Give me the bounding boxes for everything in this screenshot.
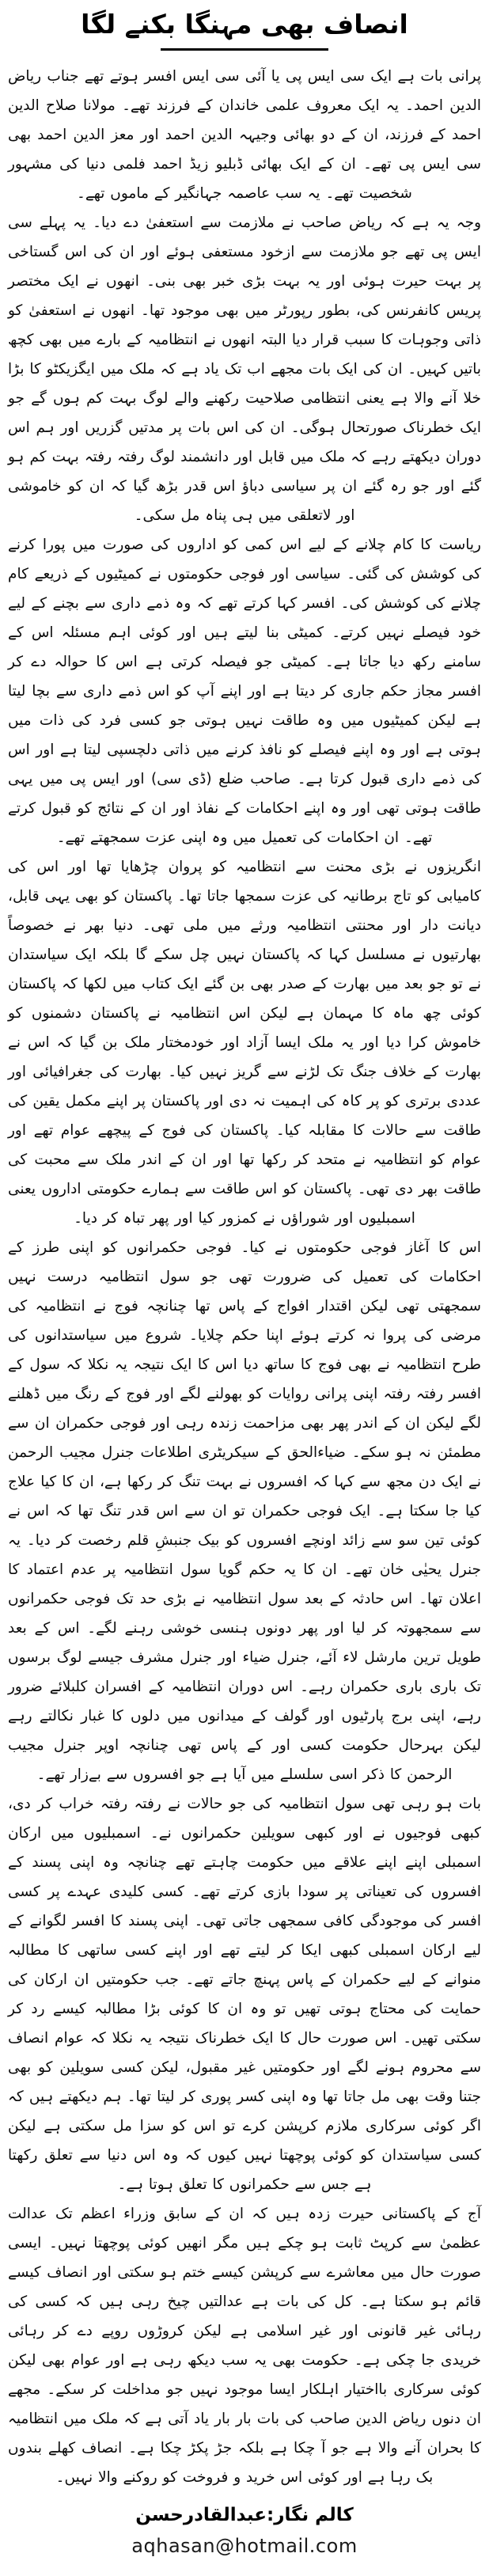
article-header	[8, 8, 481, 51]
article-body	[8, 62, 481, 2492]
article-paragraph: ریاست کا کام چلانے کے لیے اس کمی کو اداروں کی صورت میں پورا کرنے کی کوشش کی گئی۔ سیاسی اور فوجی حکومتوں نے کمیٹیوں کے ذریعے کام چلانے کی کوشش کی۔ افسر کہا کرتے تھے کہ وہ ذمے داری سے بچنے کے لیے خود فیصلے نہیں کرتے۔ کمیٹی بنا لیتے ہیں اور کوئی اہم مسئلہ اس کے سامنے رکھ دیا جاتا ہے۔ کمیٹی جو فیصلہ کرتی ہے اس کا حوالہ دے کر افسر مجاز حکم جاری کر دیتا ہے اور اپنے آپ کو اس ذمے داری سے بچا لیتا ہے لیکن کمیٹیوں میں وہ طاقت نہیں ہوتی جو کسی فرد کی ذات میں ہوتی ہے اور وہ اپنے فیصلے کو نافذ کرنے میں ذاتی دلچسپی لیتا ہے اور اس کی ذمے داری قبول کرتا ہے۔ صاحب ضلع (ڈی سی) اور ایس پی میں یہی طاقت ہوتی تھی اور وہ اپنے احکامات کے نفاذ اور ان کے نتائج کو قبول کرتے تھے۔ ان احکامات کی تعمیل میں وہ اپنی عزت سمجھتے تھے۔	[8, 536, 481, 846]
article-paragraph: بات ہو رہی تھی سول انتظامیہ کی جو حالات نے رفتہ رفتہ خراب کر دی، کبھی فوجیوں نے اور کبھی سویلین حکمرانوں نے۔ اسمبلیوں میں ارکان اسمبلی اپنے اپنے علاقے میں حکومت چاہتے تھے چنانچہ وہ اپنی پسند کے افسروں کی تعیناتی پر سودا بازی کرتے تھے۔ کسی کلیدی عہدے پر کسی افسر کی موجودگی کافی سمجھی جاتی تھی۔ اپنی پسند کا افسر لگوانے کے لیے ارکان اسمبلی کبھی ایکا کر لیتے تھے اور اپنے کسی ساتھی کا مطالبہ منوانے کے لیے حکمران کے پاس پہنچ جاتے تھے۔ جب حکومتیں ان ارکان کی حمایت کی محتاج ہوتی تھیں تو وہ ان کا کوئی بڑا مطالبہ کیسے رد کر سکتی تھیں۔ اس صورت حال کا ایک خطرناک نتیجہ یہ نکلا کہ عوام انصاف سے محروم ہونے لگے اور حکومتیں غیر مقبول، لیکن کسی سویلین کو بھی جتنا وقت بھی مل جاتا تھا وہ اپنی کسر پوری کر لیتا تھا۔ ہم دیکھتے ہیں کہ اگر کوئی سرکاری ملازم کرپشن کرے تو اس کو سزا مل سکتی ہے لیکن کسی سیاستدان کو کوئی پوچھتا نہیں کیوں کہ وہ اس دنیا سے تعلق رکھتا ہے جس سے حکمرانوں کا تعلق ہوتا ہے۔	[8, 1795, 481, 2193]
article-paragraph: وجہ یہ ہے کہ ریاض صاحب نے ملازمت سے استعفیٰ دے دیا۔ یہ پہلے سی ایس پی تھے جو ملازمت سے ازخود مستعفی ہوئے اور ان کی اس گستاخی پر بہت حیرت ہوئی اور یہ بہت بڑی خبر بھی بنی۔ انھوں نے ایک مختصر پریس کانفرنس کی، بطور رپورٹر میں بھی موجود تھا۔ انھوں نے استعفیٰ کو ذاتی وجوہات کا سبب قرار دیا البتہ انھوں نے انتظامیہ کے بارے میں بھی کچھ باتیں کہیں۔ ان کی ایک بات مجھے اب تک یاد ہے کہ ملک میں ایگزیکٹو کا بڑا خلا آنے والا ہے یعنی انتظامی صلاحیت رکھنے والے لوگ بہت کم ہوں گے جو ایک خطرناک صورتحال ہوگی۔ ان کی اس بات پر مدتیں گزریں اور ہم اس دوران دیکھتے رہے کہ ملک میں قابل اور دانشمند لوگ رفتہ رفتہ بہت کم ہو گئے اور جو رہ گئے ان پر سیاسی دباؤ اس قدر بڑھ گیا کہ ان کو خاموشی اور لاتعلقی میں ہی پناہ مل سکی۔	[7, 214, 481, 524]
article-paragraph: انگریزوں نے بڑی محنت سے انتظامیہ کو پروان چڑھایا تھا اور اس کی کامیابی کو تاج برطانیہ کی عزت سمجھا جاتا تھا۔ پاکستان کو بھی یہی قابل، دیانت دار اور محنتی انتظامیہ ورثے میں ملی تھی۔ دنیا بھر نے خصوصاً بھارتیوں نے مسلسل کہا کہ پاکستان نہیں چل سکے گا بلکہ ایک سیاستدان نے تو جو بعد میں بھارت کے صدر بھی بن گئے ایک کتاب میں لکھا کہ پاکستان کوئی چھ ماہ کا مہمان ہے لیکن اس انتظامیہ نے پاکستان دشمنوں کو خاموش کرا دیا اور یہ ملک ایسا آزاد اور خودمختار ملک بن گیا کہ اس نے بھارت کے خلاف جنگ تک لڑنے سے گریز نہیں کیا۔ بھارت کی جغرافیائی اور عددی برتری کو پر کاہ کی اہمیت نہ دی اور پاکستان پر اپنے مکمل یقین کی طاقت سے حالات کا مقابلہ کیا۔ پاکستان کی فوج کے پیچھے عوام تھے اور عوام کو انتظامیہ نے متحد کر رکھا تھا اور ان کے اندر ملک سے محبت کی طاقت بھر دی تھی۔ پاکستان کو اس طاقت سے ہمارے حکومتی اداروں یعنی اسمبلیوں اور شوراؤں نے کمزور کیا اور پھر تباہ کر دیا۔	[8, 858, 481, 1227]
columnist-email: aqhasan@hotmail.com	[131, 2534, 358, 2557]
article-paragraph: پرانی بات ہے ایک سی ایس پی یا آئی سی ایس افسر ہوتے تھے جناب ریاض الدین احمد۔ یہ ایک معروف علمی خاندان کے فرزند تھے۔ مولانا صلاح الدین احمد کے فرزند، ان کے دو بھائی وجیہہ الدین احمد اور معز الدین احمد بھی سی ایس پی تھے۔ ان کے ایک بھائی ڈبلیو زیڈ احمد فلمی دنیا کی مشہور شخصیت تھے۔ یہ سب عاصمہ جہانگیر کے ماموں تھے۔	[8, 67, 481, 202]
article-footer	[8, 2505, 481, 2557]
columnist-byline: کالم نگار:عبدالقادرحسن	[135, 2504, 354, 2525]
title-underline-rule	[161, 48, 328, 51]
article-paragraph: اس کا آغاز فوجی حکومتوں نے کیا۔ فوجی حکمرانوں کو اپنی طرز کے احکامات کی تعمیل کی ضرورت تھی جو سول انتظامیہ درست نہیں سمجھتی تھی لیکن اقتدار افواج کے پاس تھا چنانچہ فوج نے انتظامیہ کی مرضی کی پروا نہ کرتے ہوئے اپنا حکم چلایا۔ شروع میں سیاستدانوں کی طرح انتظامیہ نے بھی فوج کا ساتھ دیا اس کا ایک نتیجہ یہ نکلا کہ سول کے افسر رفتہ رفتہ اپنی پرانی روایات کو بھولنے لگے اور فوج کے رنگ میں ڈھلنے لگے لیکن ان کے اندر پھر بھی مزاحمت زندہ رہی اور فوجی حکمران ان سے مطمئن نہ ہو سکے۔ ضیاءالحق کے سیکریٹری اطلاعات جنرل مجیب الرحمن نے ایک دن مجھ سے کہا کہ افسروں نے بہت تنگ کر رکھا ہے، ان کا کیا علاج کیا جا سکتا ہے۔ ایک فوجی حکمران تو ان سے اس قدر تنگ تھا کہ اس نے کوئی تین سو سے زائد اونچے افسروں کو بیک جنبشِ قلم رخصت کر دیا۔ یہ جنرل یحیٰی خان تھے۔ ان کا یہ حکم گویا سول انتظامیہ پر عدم اعتماد کا اعلان تھا۔ اس حادثہ کے بعد سول انتظامیہ نے بڑی حد تک فوجی حکمرانوں سے سمجھوتہ کر لیا اور پھر دونوں ہنسی خوشی رہنے لگے۔ اس کے بعد طویل ترین مارشل لاء آئے، جنرل ضیاء اور جنرل مشرف جیسے لوگ برسوں تک باری باری حکمران رہے۔ اس دوران انتظامیہ کے افسران کلبلائے ضرور رہے، اپنی برج پارٹیوں اور گولف کے میدانوں میں دلوں کا غبار نکالتے رہے لیکن بہرحال حکومت کسی اور کے پاس تھی چنانچہ اوپر جنرل مجیب الرحمن کا ذکر اسی سلسلے میں آیا ہے جو افسروں سے بےزار تھے۔	[8, 1239, 481, 1783]
article-title: انصاف بھی مہنگا بکنے لگا	[81, 9, 408, 40]
article-paragraph: آج کے پاکستانی حیرت زدہ ہیں کہ ان کے سابق وزراء اعظم تک عدالت عظمیٰ سے کرپٹ ثابت ہو چکے ہیں مگر انھیں کوئی پوچھتا نہیں۔ ایسی صورت حال میں معاشرے سے کرپشن کیسے ختم ہو سکتی اور انصاف کیسے قائم ہو سکتا ہے۔ کل کی بات ہے عدالتیں چیخ رہی ہیں کہ کسی کی رہائی غیر قانونی اور غیر اسلامی ہے لیکن کروڑوں روپے دے کر رہائی خریدی جا چکی ہے۔ حکومت بھی یہ سب دیکھ رہی ہے اور عوام بھی لیکن کوئی سرکاری بااختیار اہلکار ایسا موجود نہیں جو مداخلت کر سکے۔ مجھے ان دنوں ریاض الدین صاحب کی بات بار بار یاد آتی ہے کہ ملک میں انتظامیہ کا بحران آنے والا ہے جو آ چکا ہے بلکہ جڑ پکڑ چکا ہے۔ انصاف کھلے بندوں بک رہا ہے اور کوئی اس خرید و فروخت کو روکنے والا نہیں۔	[8, 2205, 481, 2486]
